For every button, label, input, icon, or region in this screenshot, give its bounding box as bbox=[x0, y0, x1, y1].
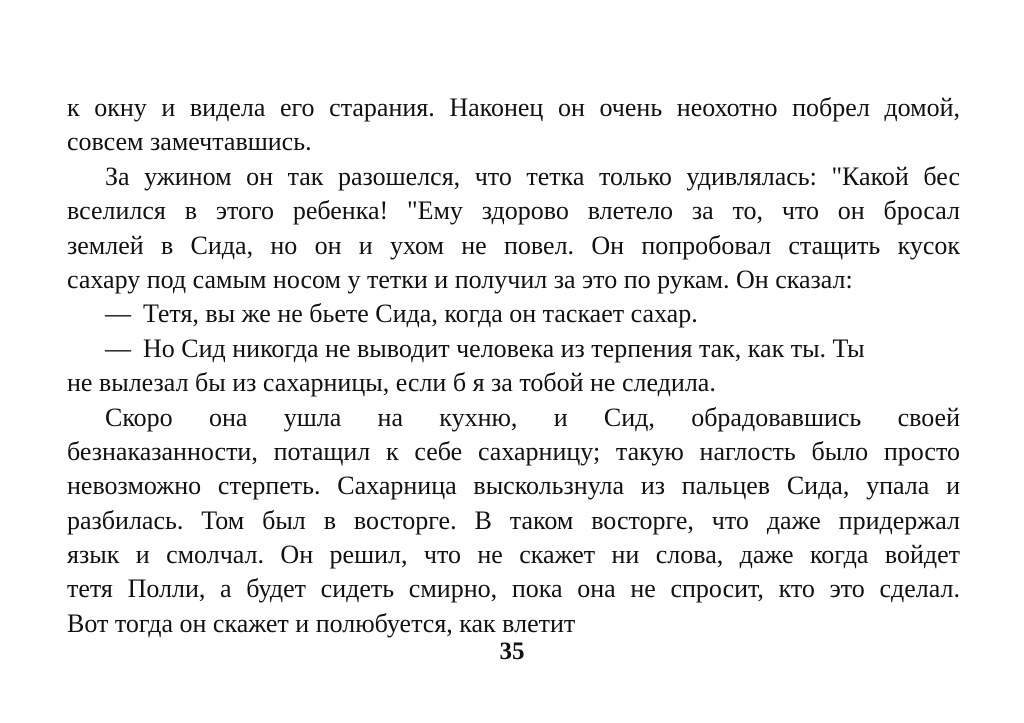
dialogue-text: Но Сид никогда не выводит человека из терпения так, как ты. Ты bbox=[143, 333, 865, 363]
text-line: разбилась. Том был в восторге. В таком восторге, что даже придержал bbox=[67, 505, 960, 535]
dialogue-dash: — bbox=[105, 333, 131, 363]
page-number: 35 bbox=[499, 638, 525, 665]
page-text bbox=[67, 91, 960, 641]
dialogue-line bbox=[67, 332, 960, 366]
text-line: безнаказанности, потащил к себе сахарницу; такую наглость было просто bbox=[67, 436, 960, 466]
text-line: к окну и видела его старания. Наконец он очень неохотно побрел домой, bbox=[67, 93, 960, 122]
text-line: тетя Полли, а будет сидеть смирно, пока она не спросит, кто это сделал. bbox=[67, 574, 960, 604]
dialogue-text: Тетя, вы же не бьете Сида, когда он таскает сахар. bbox=[143, 299, 698, 329]
text-line: сахару под самым носом у тетки и получил за это по рукам. Он сказал: bbox=[67, 264, 853, 294]
text-line: не вылезал бы из сахарницы, если б я за тобой не следила. bbox=[67, 368, 716, 398]
text-line: совсем замечтавшись. bbox=[67, 127, 312, 157]
dialogue-dash: — bbox=[105, 299, 131, 329]
text-line: вселился в этого ребенка! "Ему здорово влетело за то, что он бросал bbox=[67, 196, 960, 226]
text-line: невозможно стерпеть. Сахарница выскользнула из пальцев Сида, упала и bbox=[67, 471, 960, 501]
text-line: Вот тогда он скажет и полюбуется, как влетит bbox=[67, 608, 576, 638]
dialogue-line bbox=[67, 297, 960, 331]
text-line: За ужином он так разошелся, что тетка только удивлялась: "Какой бес bbox=[105, 161, 960, 191]
text-line: землей в Сида, но он и ухом не повел. Он попробовал стащить кусок bbox=[67, 230, 960, 260]
text-line: Скоро она ушла на кухню, и Сид, обрадовавшись своей bbox=[105, 402, 960, 432]
text-line: язык и смолчал. Он решил, что не скажет ни слова, даже когда войдет bbox=[67, 540, 960, 570]
